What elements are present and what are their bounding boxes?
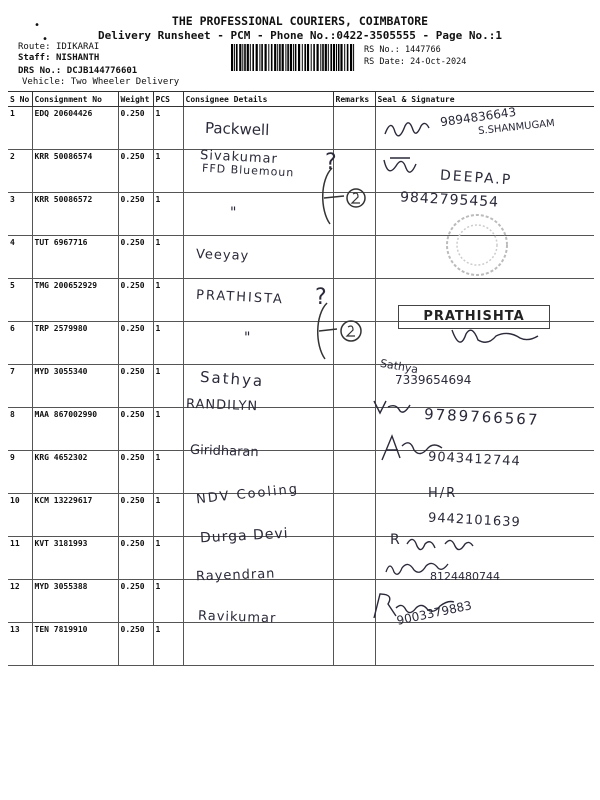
table-row — [8, 623, 594, 666]
row-weight: 0.250 — [118, 322, 153, 365]
signature-scribble — [405, 532, 485, 554]
barcode-bar — [295, 44, 297, 71]
row-remarks — [333, 494, 375, 537]
staff-info — [18, 53, 99, 64]
barcode-bar — [271, 44, 273, 71]
barcode-bar — [322, 44, 324, 71]
handwritten-phone: 8124480744 — [430, 570, 500, 583]
row-sno: 13 — [8, 623, 32, 666]
row-consignment-no: EDQ 20604426 — [32, 107, 118, 150]
barcode-bar — [239, 44, 241, 71]
rs-no-value: 1447766 — [404, 45, 441, 55]
signature-scribble — [450, 320, 550, 350]
barcode-bar — [328, 44, 329, 71]
barcode-bar — [302, 44, 303, 71]
drs-info — [18, 66, 137, 77]
row-consignment-no: KVT 3181993 — [32, 537, 118, 580]
row-pcs: 1 — [153, 236, 183, 279]
row-sno: 11 — [8, 537, 32, 580]
barcode-bar — [340, 44, 342, 71]
rs-date-value: 24-Oct-2024 — [410, 57, 467, 67]
barcode-bar — [287, 44, 289, 71]
handwritten-consignee: FFD Bluemoun — [201, 161, 295, 180]
row-consignment-no: KCM 13229617 — [32, 494, 118, 537]
vehicle-info — [22, 77, 179, 88]
barcode-bar — [304, 44, 306, 71]
barcode-bar — [333, 44, 335, 71]
barcode-bar — [311, 44, 312, 71]
row-weight: 0.250 — [118, 365, 153, 408]
barcode-bar — [265, 44, 267, 71]
row-consignment-no: TUT 6967716 — [32, 236, 118, 279]
handwritten-consignee: Giridharan — [189, 442, 259, 461]
barcode-bar — [279, 44, 281, 71]
row-pcs: 1 — [153, 365, 183, 408]
barcode-bar — [320, 44, 321, 71]
row-pcs: 1 — [153, 408, 183, 451]
table-header-row — [8, 92, 594, 107]
row-weight: 0.250 — [118, 623, 153, 666]
row-sno: 5 — [8, 279, 32, 322]
row-pcs: 1 — [153, 322, 183, 365]
handwritten-consignee: " — [230, 205, 237, 221]
barcode-bar — [347, 44, 349, 71]
row-pcs: 1 — [153, 623, 183, 666]
barcode — [231, 44, 355, 71]
row-weight: 0.250 — [118, 279, 153, 322]
handwritten-signature: S.SHANMUGAM — [477, 118, 556, 137]
row-weight: 0.250 — [118, 537, 153, 580]
remark-bracket-mark — [305, 295, 375, 365]
barcode-bar — [338, 44, 340, 71]
handwritten-consignee: Sathya — [199, 367, 265, 391]
row-sno: 3 — [8, 193, 32, 236]
staff-value: NISHANTH — [55, 53, 100, 63]
row-consignment-no: TRP 2579980 — [32, 322, 118, 365]
barcode-bar — [256, 44, 258, 71]
barcode-bar — [298, 44, 300, 71]
table-row — [8, 580, 594, 623]
table-row — [8, 537, 594, 580]
col-weight: Weight — [118, 92, 153, 107]
row-weight: 0.250 — [118, 408, 153, 451]
handwritten-consignee: Ravikumar — [197, 608, 277, 627]
handwritten-remark: ? — [315, 285, 327, 310]
row-sno: 12 — [8, 580, 32, 623]
col-consignment: Consignment No — [32, 92, 118, 107]
rs-date-info — [364, 57, 466, 67]
barcode-bar — [244, 44, 246, 71]
row-pcs: 1 — [153, 451, 183, 494]
handwritten-consignee: Veeyay — [195, 247, 250, 264]
document-title: THE PROFESSIONAL COURIERS, COIMBATORE — [171, 14, 429, 28]
handwritten-signature: R — [390, 532, 400, 548]
barcode-bar — [353, 44, 354, 71]
barcode-bar — [344, 44, 345, 71]
row-consignee — [183, 623, 333, 666]
handwritten-phone: 9842795454 — [399, 189, 500, 211]
drs-label: DRS No.: — [18, 66, 62, 76]
row-consignment-no: KRG 4652302 — [32, 451, 118, 494]
handwritten-consignee: PRATHISTA — [195, 287, 285, 308]
handwritten-phone: 7339654694 — [395, 373, 472, 387]
handwritten-consignee: Durga Devi — [199, 525, 290, 547]
row-consignment-no: TEN 7819910 — [32, 623, 118, 666]
row-consignment-no: MYD 3055340 — [32, 365, 118, 408]
row-remarks — [333, 623, 375, 666]
barcode-bar — [259, 44, 260, 71]
row-sno: 4 — [8, 236, 32, 279]
row-weight: 0.250 — [118, 150, 153, 193]
row-sno: 9 — [8, 451, 32, 494]
handwritten-consignee: Rayendran — [195, 566, 276, 585]
barcode-bar — [317, 44, 319, 71]
handwritten-consignee: NDV Cooling — [195, 481, 300, 508]
row-weight: 0.250 — [118, 580, 153, 623]
document-subtitle: Delivery Runsheet - PCM - Phone No.:0422-3505555 - Page No.:1 — [98, 29, 502, 42]
row-sno: 10 — [8, 494, 32, 537]
vehicle-value: Two Wheeler Delivery — [70, 77, 180, 87]
handwritten-signature: Sathya — [379, 356, 420, 377]
handwritten-consignee: " — [244, 330, 251, 346]
row-remarks — [333, 236, 375, 279]
row-sno: 6 — [8, 322, 32, 365]
handwritten-phone: 9003379883 — [395, 598, 473, 628]
barcode-bar — [247, 44, 249, 71]
barcode-bar — [252, 44, 254, 71]
corner-mark: • — [34, 20, 41, 31]
row-signature — [375, 623, 594, 666]
rs-no-label: RS No.: — [364, 45, 400, 55]
row-weight: 0.250 — [118, 107, 153, 150]
barcode-bar — [293, 44, 294, 71]
staff-label: Staff: — [18, 53, 51, 63]
row-pcs: 1 — [153, 193, 183, 236]
barcode-bar — [325, 44, 327, 71]
row-sno: 7 — [8, 365, 32, 408]
row-consignment-no: KRR 50086572 — [32, 193, 118, 236]
row-consignment-no: MAA 867002990 — [32, 408, 118, 451]
barcode-bar — [231, 44, 233, 71]
barcode-bar — [307, 44, 309, 71]
row-pcs: 1 — [153, 494, 183, 537]
barcode-bar — [261, 44, 263, 71]
route-value: IDIKARAI — [55, 42, 100, 52]
barcode-bar — [350, 44, 352, 71]
route-info — [18, 42, 99, 53]
handwritten-consignee: Sivakumar — [199, 147, 279, 168]
col-consignee: Consignee Details — [183, 92, 333, 107]
signature-scribble — [380, 150, 420, 180]
handwritten-phone: 9043412744 — [427, 449, 522, 470]
col-remarks: Remarks — [333, 92, 375, 107]
row-remarks — [333, 537, 375, 580]
col-pcs: PCS — [153, 92, 183, 107]
rs-date-label: RS Date: — [364, 57, 405, 67]
handwritten-remark: ? — [325, 150, 337, 175]
rs-no-info — [364, 45, 441, 55]
barcode-bar — [313, 44, 315, 71]
row-pcs: 1 — [153, 580, 183, 623]
drs-value: DCJB144776601 — [66, 66, 138, 76]
row-remarks — [333, 408, 375, 451]
remark-bracket-mark — [310, 160, 380, 230]
table-row — [8, 365, 594, 408]
handwritten-phone: 9789766567 — [423, 404, 540, 430]
barcode-bar — [234, 44, 235, 71]
row-consignment-no: TMG 200652929 — [32, 279, 118, 322]
barcode-bar — [336, 44, 337, 71]
row-pcs: 1 — [153, 279, 183, 322]
signature-scribble — [382, 116, 432, 140]
barcode-bar — [250, 44, 251, 71]
corner-mark: • — [42, 34, 49, 45]
row-remarks — [333, 580, 375, 623]
row-remarks — [333, 451, 375, 494]
signature-scribble — [372, 397, 420, 417]
row-pcs: 1 — [153, 537, 183, 580]
row-remarks — [333, 365, 375, 408]
handwritten-signature: H/R — [428, 486, 458, 501]
row-sno: 8 — [8, 408, 32, 451]
barcode-bar — [242, 44, 243, 71]
row-weight: 0.250 — [118, 494, 153, 537]
row-consignment-no: KRR 50086574 — [32, 150, 118, 193]
barcode-bar — [277, 44, 278, 71]
row-consignment-no: MYD 3055388 — [32, 580, 118, 623]
row-sno: 2 — [8, 150, 32, 193]
barcode-bar — [285, 44, 286, 71]
barcode-bar — [282, 44, 284, 71]
row-pcs: 1 — [153, 150, 183, 193]
handwritten-consignee: Packwell — [204, 118, 270, 140]
row-weight: 0.250 — [118, 451, 153, 494]
handwritten-signature: DEEPA.P — [439, 167, 513, 189]
row-weight: 0.250 — [118, 236, 153, 279]
route-label: Route: — [18, 42, 51, 52]
handwritten-consignee: RANDILYN — [185, 396, 259, 415]
row-sno: 1 — [8, 107, 32, 150]
col-sno: S No — [8, 92, 32, 107]
barcode-bar — [290, 44, 292, 71]
vehicle-label: Vehicle: — [22, 77, 66, 87]
handwritten-phone: 9894836643 — [439, 104, 517, 130]
barcode-bar — [330, 44, 332, 71]
row-remarks — [333, 107, 375, 150]
col-signature: Seal & Signature — [375, 92, 594, 107]
company-stamp: PRATHISHTA — [398, 305, 550, 329]
handwritten-phone: 9442101639 — [427, 510, 522, 531]
faded-seal — [442, 210, 512, 280]
row-weight: 0.250 — [118, 193, 153, 236]
row-pcs: 1 — [153, 107, 183, 150]
barcode-bar — [236, 44, 238, 71]
barcode-bar — [274, 44, 276, 71]
barcode-bar — [268, 44, 269, 71]
